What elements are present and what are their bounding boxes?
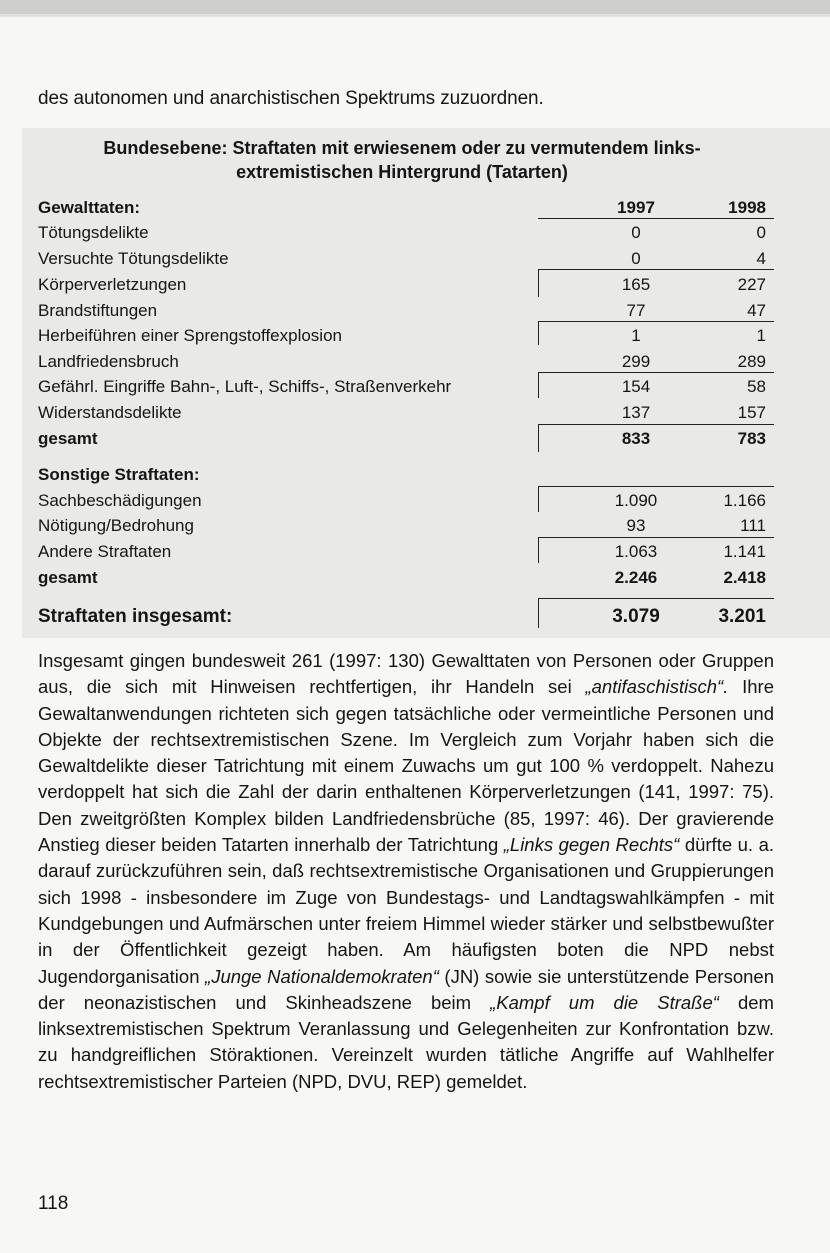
table-title-line-2: extremistischen Hintergrund (Tatarten): [236, 162, 568, 182]
table-row: Brandstiftungen 77 47: [38, 301, 766, 320]
rule-tick: [538, 486, 539, 512]
rule: [538, 269, 774, 270]
year-1998-header: 1998: [728, 198, 766, 217]
table-row: Körperverletzungen 165 227: [38, 275, 766, 294]
section-header-sonstige: Sonstige Straftaten:: [38, 465, 200, 484]
rule: [538, 372, 774, 373]
grand-total-row: Straftaten insgesamt: 3.079 3.201: [38, 606, 766, 627]
rule: [538, 218, 774, 219]
rule-tick: [538, 269, 539, 297]
table-title-line-1: Bundesebene: Straftaten mit erwiesenem oder zu vermutendem links-: [103, 138, 701, 158]
sonstige-total-row: gesamt 2.246 2.418: [38, 568, 766, 587]
rule-tick: [538, 537, 539, 563]
quote-junge-nationaldemokraten: „Junge Nationaldemokraten“: [205, 965, 439, 987]
intro-line: des autonomen und anarchistischen Spektrums zuzuordnen.: [38, 88, 544, 109]
rule: [538, 537, 774, 538]
quote-antifaschistisch: „antifaschistisch“.: [585, 676, 729, 698]
table-row: Nötigung/Bedrohung 93 111: [38, 516, 766, 535]
table-row: Tötungsdelikte 0 0: [38, 223, 766, 242]
section-header-gewalttaten: Gewalttaten: 1997 1998: [38, 196, 778, 220]
table-title: [22, 136, 782, 184]
rule: [538, 598, 774, 599]
rule: [538, 424, 774, 425]
year-1997-header: 1997: [617, 198, 655, 217]
table-row: Widerstandsdelikte 137 157: [38, 403, 766, 422]
rule-tick: [538, 321, 539, 345]
table-row: Andere Straftaten 1.063 1.141: [38, 542, 766, 561]
body-paragraph: Insgesamt gingen bundesweit 261 (1997: 130) Gewalttaten von Personen oder Gruppen aus, die sich mit Hinweisen rechtfertigen, ihr Handeln sei „antifaschistisch“. Ihre Gewaltanwendungen richteten sich gegen tatsächliche oder vermeintliche Personen und Objekte der rechtsextremistischen Szene. Im Vergleich zum Vorjahr haben sich die Gewaltdelikte dieser Tatrichtung mit einem Zuwachs um gut 100 % verdoppelt. Nahezu verdoppelt hat sich die Zahl der darin enthaltenen Körperverletzungen (141, 1997: 75). Den zweitgrößten Komplex bilden Landfriedensbrüche (85, 1997: 46). Der gravierende Anstieg dieser beiden Tatarten innerhalb der Tatrichtung „Links gegen Rechts“ dürfte u. a. darauf zurückzuführen sein, daß rechtsextremistische Organisationen und Gruppierungen sich 1998 - insbesondere im Zuge von Bundestags- und Landtagswahlkämpfen - mit Kundgebungen und Aufmärschen unter freiem Himmel wieder stärker und selbstbewußter in der Öffentlichkeit gezeigt haben. Am häufigsten boten die NPD nebst Jugendorganisation „Junge Nationaldemokraten“ (JN) sowie sie unterstützende Personen der neonazistischen und Skinheadszene beim „Kampf um die Straße“ dem linksextremistischen Spektrum Veranlassung und Gelegenheiten zur Konfrontation bzw. zu handgreiflichen Störaktionen. Vereinzelt wurden tätliche Angriffe auf Wahlhelfer rechtsextremistischer Parteien (NPD, DVU, REP) gemeldet.: [38, 650, 775, 1092]
table-row: Herbeiführen einer Sprengstoffexplosion 1 1: [38, 326, 766, 345]
scan-top-shadow: [0, 14, 830, 17]
quote-kampf-um-die-strasse: „Kampf um die Straße“: [490, 991, 719, 1013]
rule: [538, 486, 774, 487]
table-row: Versuchte Tötungsdelikte 0 4: [38, 249, 766, 268]
table-row: Gefährl. Eingriffe Bahn-, Luft-, Schiffs-, Straßenverkehr 154 58: [38, 377, 766, 396]
scan-top-edge: [0, 0, 830, 14]
page-number: 118: [38, 1193, 69, 1214]
table-row: Landfriedensbruch 299 289: [38, 352, 766, 371]
quote-links-gegen-rechts: „Links gegen Rechts“: [503, 834, 680, 856]
rule-tick: [538, 424, 539, 452]
rule: [538, 321, 774, 322]
rule-tick: [538, 372, 539, 398]
rule-tick: [538, 598, 539, 628]
table-row: Sachbeschädigungen 1.090 1.166: [38, 491, 766, 510]
gewalttaten-total-row: gesamt 833 783: [38, 429, 766, 448]
